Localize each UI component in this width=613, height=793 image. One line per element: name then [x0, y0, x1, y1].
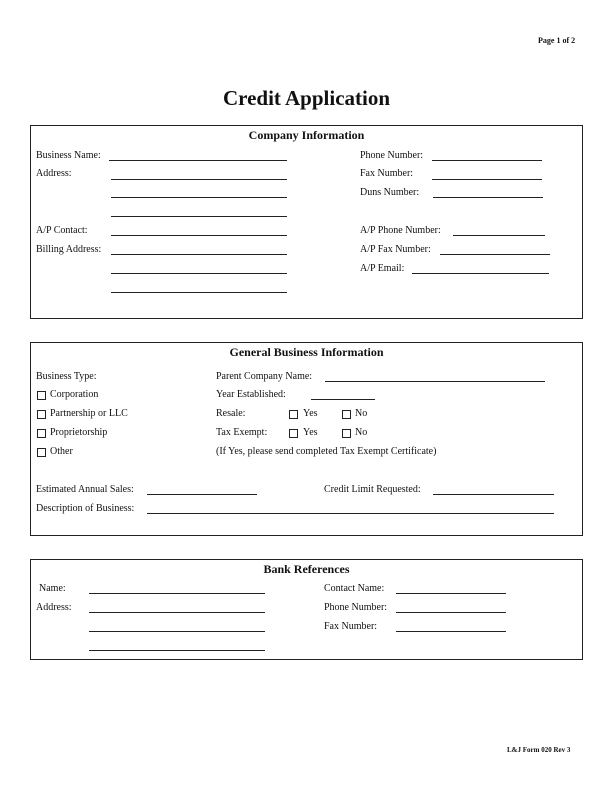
ap-fax-number-label: A/P Fax Number:: [360, 244, 431, 255]
resale-no-checkbox[interactable]: [342, 410, 351, 419]
tax-exempt-yes-label: Yes: [303, 427, 318, 438]
description-field[interactable]: [147, 513, 554, 514]
billing-address-field-3[interactable]: [111, 292, 287, 293]
partnership-label: Partnership or LLC: [50, 408, 128, 419]
parent-company-field[interactable]: [325, 381, 545, 382]
bank-phone-field[interactable]: [396, 612, 506, 613]
address-field-3[interactable]: [111, 216, 287, 217]
tax-exempt-no-label: No: [355, 427, 368, 438]
bank-address-label: Address:: [36, 602, 72, 613]
company-information-heading: Company Information: [248, 128, 365, 142]
resale-no-label: No: [355, 408, 368, 419]
ap-contact-label: A/P Contact:: [36, 225, 88, 236]
general-business-section: [30, 342, 583, 536]
credit-limit-field[interactable]: [433, 494, 554, 495]
phone-number-field[interactable]: [432, 160, 542, 161]
bank-references-section: [30, 559, 583, 660]
ap-email-label: A/P Email:: [360, 263, 405, 274]
description-label: Description of Business:: [36, 503, 135, 514]
resale-label: Resale:: [216, 408, 246, 419]
page-number: Page 1 of 2: [538, 36, 576, 45]
ap-fax-number-field[interactable]: [440, 254, 550, 255]
bank-name-field[interactable]: [89, 593, 265, 594]
tax-exempt-no-checkbox[interactable]: [342, 429, 351, 438]
address-label: Address:: [36, 168, 72, 179]
corporation-checkbox[interactable]: [37, 391, 46, 400]
ap-phone-number-label: A/P Phone Number:: [360, 225, 441, 236]
proprietorship-label: Proprietorship: [50, 427, 108, 438]
corporation-label: Corporation: [50, 389, 99, 400]
contact-name-label: Contact Name:: [324, 583, 385, 594]
duns-number-label: Duns Number:: [360, 187, 420, 198]
tax-exempt-yes-checkbox[interactable]: [289, 429, 298, 438]
ap-contact-field[interactable]: [111, 235, 287, 236]
phone-number-label: Phone Number:: [360, 150, 424, 161]
bank-fax-field[interactable]: [396, 631, 506, 632]
annual-sales-label: Estimated Annual Sales:: [36, 484, 134, 495]
fax-number-label: Fax Number:: [360, 168, 414, 179]
partnership-checkbox[interactable]: [37, 410, 46, 419]
proprietorship-checkbox[interactable]: [37, 429, 46, 438]
form-id: L&J Form 020 Rev 3: [507, 746, 571, 754]
page-title: Credit Application: [222, 86, 391, 110]
bank-fax-label: Fax Number:: [324, 621, 378, 632]
other-checkbox[interactable]: [37, 448, 46, 457]
bank-name-label: Name:: [39, 583, 66, 594]
billing-address-label: Billing Address:: [36, 244, 102, 255]
other-label: Other: [50, 446, 73, 457]
business-type-label: Business Type:: [36, 371, 97, 382]
billing-address-field-2[interactable]: [111, 273, 287, 274]
business-name-field[interactable]: [109, 160, 287, 161]
bank-address-field-3[interactable]: [89, 650, 265, 651]
company-information-section: [30, 125, 583, 319]
address-field-2[interactable]: [111, 197, 287, 198]
business-name-label: Business Name:: [36, 150, 101, 161]
ap-email-field[interactable]: [412, 273, 549, 274]
credit-limit-label: Credit Limit Requested:: [324, 484, 421, 495]
tax-exempt-note: (If Yes, please send completed Tax Exempt Certificate): [216, 446, 437, 457]
parent-company-label: Parent Company Name:: [216, 371, 313, 382]
year-established-field[interactable]: [311, 399, 375, 400]
annual-sales-field[interactable]: [147, 494, 257, 495]
bank-address-field-1[interactable]: [89, 612, 265, 613]
fax-number-field[interactable]: [432, 179, 542, 180]
resale-yes-label: Yes: [303, 408, 318, 419]
year-established-label: Year Established:: [216, 389, 286, 400]
general-business-heading: General Business Information: [229, 345, 384, 359]
duns-number-field[interactable]: [433, 197, 543, 198]
bank-address-field-2[interactable]: [89, 631, 265, 632]
bank-phone-label: Phone Number:: [324, 602, 388, 613]
billing-address-field-1[interactable]: [111, 254, 287, 255]
contact-name-field[interactable]: [396, 593, 506, 594]
bank-references-heading: Bank References: [263, 562, 350, 576]
address-field-1[interactable]: [111, 179, 287, 180]
ap-phone-number-field[interactable]: [453, 235, 545, 236]
tax-exempt-label: Tax Exempt:: [216, 427, 268, 438]
resale-yes-checkbox[interactable]: [289, 410, 298, 419]
